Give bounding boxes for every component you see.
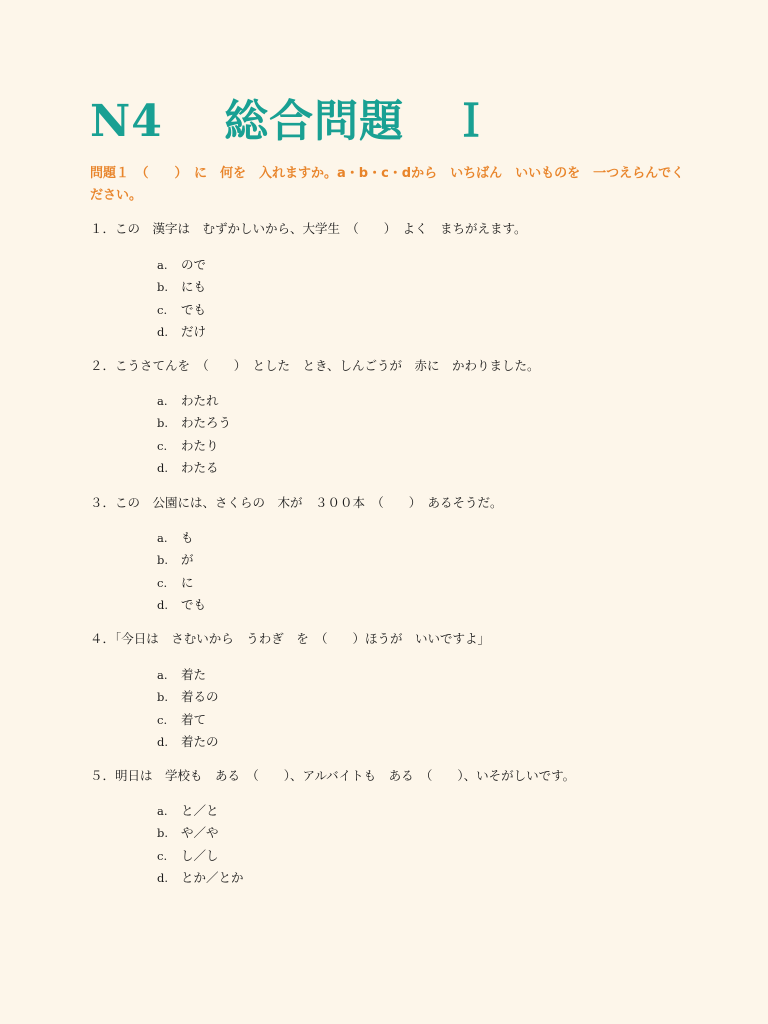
choice-text: わたり bbox=[181, 437, 219, 453]
question-3: ３．この 公園には、さくらの 木が ３００本 （ ） あるそうだ。 bbox=[90, 495, 503, 510]
choice-letter: d. bbox=[157, 460, 169, 475]
choice-1c[interactable] bbox=[157, 299, 206, 321]
choice-letter: c. bbox=[157, 438, 168, 453]
choice-2c[interactable] bbox=[157, 435, 231, 457]
question-3-choices bbox=[157, 527, 206, 616]
choice-text: わたれ bbox=[181, 393, 219, 408]
choice-text: わたろう bbox=[181, 415, 232, 431]
choice-5c[interactable] bbox=[157, 845, 244, 867]
choice-1a[interactable] bbox=[157, 254, 206, 276]
choice-text: だけ bbox=[181, 323, 207, 339]
choice-letter: d. bbox=[157, 870, 169, 885]
choice-letter: a. bbox=[157, 531, 168, 545]
choice-3c[interactable] bbox=[157, 572, 206, 594]
choice-text: 着たの bbox=[181, 733, 219, 749]
choice-text: 着た bbox=[181, 667, 207, 682]
choice-letter: b. bbox=[157, 826, 169, 841]
choice-2b[interactable] bbox=[157, 412, 231, 434]
choice-text: わたる bbox=[181, 459, 219, 475]
choice-text: が bbox=[181, 552, 194, 568]
choice-2a[interactable] bbox=[157, 390, 231, 412]
choice-5d[interactable] bbox=[157, 867, 244, 889]
choice-text: し／し bbox=[181, 847, 219, 863]
choice-2d[interactable] bbox=[157, 457, 231, 479]
choice-4a[interactable] bbox=[157, 664, 219, 686]
choice-text: に bbox=[181, 574, 194, 590]
choice-letter: c. bbox=[157, 848, 168, 863]
question-2-choices bbox=[157, 390, 231, 479]
choice-letter: a. bbox=[157, 804, 168, 818]
choice-5a[interactable] bbox=[157, 800, 244, 822]
choice-text: にも bbox=[181, 279, 207, 295]
choice-letter: b. bbox=[157, 416, 169, 431]
choice-letter: a. bbox=[157, 258, 168, 272]
choice-letter: c. bbox=[157, 575, 168, 590]
question-2: ２．こうさてんを （ ） とした とき、しんごうが 赤に かわりました。 bbox=[90, 358, 540, 373]
choice-text: でも bbox=[181, 301, 207, 317]
choice-text: 着て bbox=[181, 711, 207, 727]
question-4-choices bbox=[157, 664, 219, 753]
page-title: N4 総合問題 Ｉ bbox=[90, 96, 495, 147]
choice-letter: c. bbox=[157, 712, 168, 727]
choice-text: や／や bbox=[181, 825, 219, 841]
choice-text: 着るの bbox=[181, 689, 219, 705]
choice-text: ので bbox=[181, 257, 207, 272]
choice-text: でも bbox=[181, 596, 207, 612]
choice-3b[interactable] bbox=[157, 549, 206, 571]
choice-text: も bbox=[181, 530, 194, 545]
choice-3a[interactable] bbox=[157, 527, 206, 549]
choice-letter: c. bbox=[157, 302, 168, 317]
question-5: ５．明日は 学校も ある （ ）、アルバイトも ある （ ）、いそがしいです。 bbox=[90, 768, 576, 783]
choice-5b[interactable] bbox=[157, 822, 244, 844]
choice-letter: d. bbox=[157, 324, 169, 339]
question-1-choices bbox=[157, 254, 206, 343]
question-1: １．この 漢字は むずかしいから、大学生 （ ） よく まちがえます。 bbox=[90, 221, 527, 236]
choice-letter: d. bbox=[157, 597, 169, 612]
choice-letter: a. bbox=[157, 668, 168, 682]
choice-text: と／と bbox=[181, 803, 219, 818]
choice-1b[interactable] bbox=[157, 276, 206, 298]
instruction-text: 問題１ （ ） に 何を 入れますか。a・b・c・dから いちばん いいものを 一つえらんでください。 bbox=[90, 166, 685, 203]
question-4: ４．「今日は さむいから うわぎ を （ ）ほうが いいですよ」 bbox=[90, 631, 491, 646]
choice-letter: a. bbox=[157, 394, 168, 408]
choice-letter: d. bbox=[157, 734, 169, 749]
choice-1d[interactable] bbox=[157, 321, 206, 343]
choice-3d[interactable] bbox=[157, 594, 206, 616]
choice-letter: b. bbox=[157, 690, 169, 705]
choice-4c[interactable] bbox=[157, 709, 219, 731]
choice-4b[interactable] bbox=[157, 686, 219, 708]
question-5-choices bbox=[157, 800, 244, 889]
choice-letter: b. bbox=[157, 280, 169, 295]
choice-letter: b. bbox=[157, 553, 169, 568]
choice-text: とか／とか bbox=[181, 869, 244, 885]
choice-4d[interactable] bbox=[157, 731, 219, 753]
